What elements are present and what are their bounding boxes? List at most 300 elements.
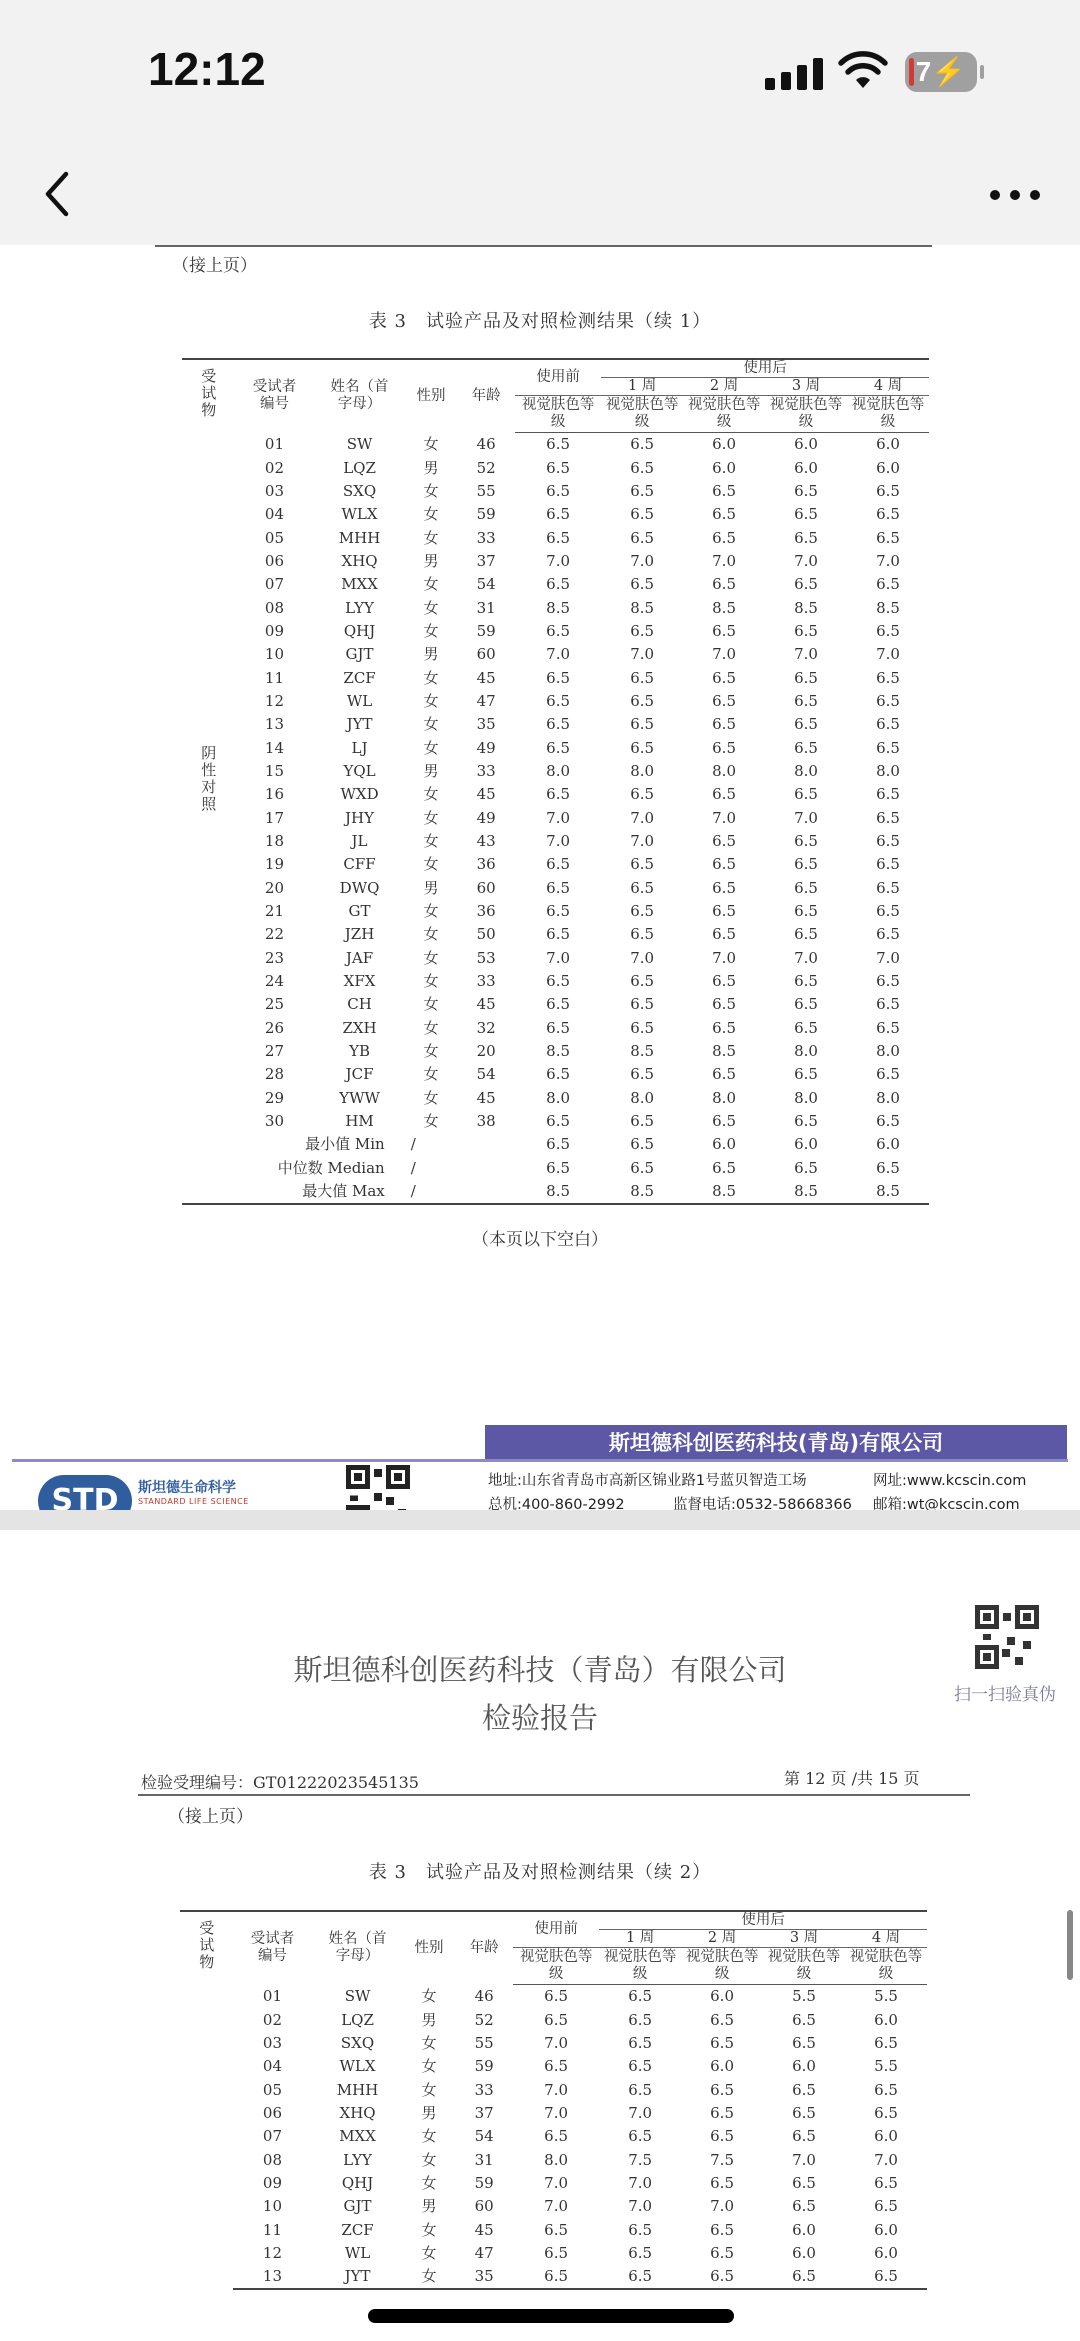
document-page-12 <box>0 1530 1080 2341</box>
footer-complaint-phone: 监督电话:0532-58668366 <box>673 1497 852 1510</box>
header-name: 姓名（首字母） <box>312 1911 402 1985</box>
gender-cell: 女 <box>423 505 439 524</box>
name-initials-cell: YQL <box>343 761 376 780</box>
stat-label-cell: 中位数 Median <box>277 1158 385 1177</box>
week3-grade-cell: 6.5 <box>794 1065 818 1084</box>
week2-grade-cell: 6.5 <box>712 505 736 524</box>
subject-id-cell: 08 <box>264 598 284 617</box>
week4-grade-cell: 6.5 <box>876 505 900 524</box>
subject-id-cell: 16 <box>264 785 284 804</box>
before-grade-cell: 7.0 <box>546 551 571 570</box>
before-grade-cell: 6.5 <box>544 1987 569 2006</box>
gender-cell: 女 <box>423 1065 439 1084</box>
before-grade-cell: 6.5 <box>546 995 571 1014</box>
name-initials-cell: SW <box>344 1986 371 2005</box>
week3-grade-cell: 6.5 <box>794 691 818 710</box>
week2-grade-cell: 6.5 <box>712 668 736 687</box>
header-grade: 视觉肤色等级 <box>765 396 847 433</box>
footer-hotline: 总机:400-860-2992 <box>488 1497 625 1510</box>
week2-grade-cell: 6.5 <box>712 855 736 874</box>
week2-grade-cell: 6.0 <box>710 1987 734 2006</box>
gender-cell: 女 <box>423 575 439 594</box>
table-row <box>180 2172 927 2195</box>
stats-row <box>182 1157 929 1180</box>
week2-grade-cell: 8.0 <box>712 1088 736 1107</box>
table-row <box>180 2078 927 2101</box>
subject-id-cell: 06 <box>262 2103 282 2122</box>
age-cell: 55 <box>474 2033 494 2052</box>
subject-id-cell: 17 <box>264 808 284 827</box>
age-cell: 55 <box>476 481 496 500</box>
week2-grade-cell: 6.5 <box>710 2080 734 2099</box>
week2-grade-cell: 6.0 <box>712 435 736 454</box>
week3-grade-cell: 7.0 <box>794 551 818 570</box>
week4-grade-cell: 6.5 <box>876 691 900 710</box>
subject-id-cell: 08 <box>262 2150 282 2169</box>
gender-cell: 女 <box>423 715 439 734</box>
table-row <box>182 900 929 923</box>
age-cell: 49 <box>476 808 496 827</box>
subject-id-cell: 03 <box>264 481 284 500</box>
week2-grade-cell: 6.5 <box>712 902 736 921</box>
table-row <box>182 690 929 713</box>
page-number: 第 12 页 /共 15 页 <box>784 1769 920 1788</box>
table-row <box>182 550 929 573</box>
age-cell: 49 <box>476 738 496 757</box>
week1-grade-cell: 6.5 <box>630 902 655 921</box>
week3-grade-cell: 6.5 <box>792 2127 816 2146</box>
before-grade-cell: 6.5 <box>546 575 571 594</box>
subject-id-cell: 04 <box>264 505 284 524</box>
subject-id-cell: 07 <box>264 575 284 594</box>
week2-grade-cell: 6.5 <box>712 995 736 1014</box>
age-cell: 59 <box>474 2057 494 2076</box>
gender-cell: 女 <box>423 832 439 851</box>
week1-grade-cell: 6.5 <box>630 738 655 757</box>
week1-grade-cell: 6.5 <box>630 1018 655 1037</box>
before-grade-cell: 6.5 <box>546 925 571 944</box>
group-label-cell <box>180 1985 233 2290</box>
name-initials-cell: CFF <box>343 855 376 874</box>
subject-id-cell: 18 <box>264 832 284 851</box>
week2-grade-cell: 6.5 <box>710 2103 734 2122</box>
week1-grade-cell: 6.5 <box>628 2010 653 2029</box>
name-initials-cell: JYT <box>346 715 373 734</box>
gender-cell: 女 <box>421 2080 437 2099</box>
age-cell: 59 <box>474 2173 494 2192</box>
name-initials-cell: XHQ <box>339 2103 376 2122</box>
gender-cell: 女 <box>423 1042 439 1061</box>
age-cell: 46 <box>476 434 496 453</box>
logo-english: STANDARD LIFE SCIENCE <box>138 1497 249 1506</box>
week2-grade-cell: 6.5 <box>710 2173 734 2192</box>
week2-grade-cell: 7.0 <box>712 948 736 967</box>
footer-website: 网址:www.kcscin.com <box>873 1473 1027 1489</box>
gender-cell: 女 <box>423 738 439 757</box>
continued-label: （接上页） <box>168 1807 253 1827</box>
name-initials-cell: YB <box>349 1042 371 1061</box>
week4-grade-cell: 7.0 <box>876 645 900 664</box>
gender-cell: 女 <box>423 995 439 1014</box>
name-initials-cell: JHY <box>345 808 375 827</box>
subject-id-cell: 20 <box>264 878 284 897</box>
week4-grade-cell: 6.5 <box>874 2033 898 2052</box>
home-indicator[interactable] <box>368 2309 734 2323</box>
before-grade-cell: 6.5 <box>513 2265 599 2289</box>
week2-grade-cell: 6.5 <box>712 481 736 500</box>
week4-grade-cell: 7.0 <box>876 948 900 967</box>
age-cell: 59 <box>476 621 496 640</box>
clock: 12:12 <box>148 43 266 95</box>
table-row <box>182 666 929 689</box>
week1-grade-cell: 7.0 <box>630 808 655 827</box>
week1-grade-cell: 6.5 <box>628 1987 653 2006</box>
name-initials-cell: QHJ <box>341 2173 374 2192</box>
header-week-4: 4 周 <box>847 378 929 396</box>
before-grade-cell: 6.5 <box>544 2127 569 2146</box>
gender-cell: 女 <box>423 528 439 547</box>
week2-grade-cell: 6.5 <box>710 2243 734 2262</box>
week1-grade-cell: 6.5 <box>630 878 655 897</box>
week4-grade-cell: 6.5 <box>874 2080 898 2099</box>
more-options-icon[interactable] <box>985 188 1045 202</box>
stat-value-cell: 8.5 <box>683 1180 765 1204</box>
week4-grade-cell: 7.0 <box>876 551 900 570</box>
std-logo: STD <box>38 1475 132 1510</box>
before-grade-cell: 6.5 <box>546 972 571 991</box>
header-grade: 视觉肤色等级 <box>601 396 683 433</box>
name-initials-cell: JAF <box>345 948 374 967</box>
header-before: 使用前 <box>515 359 601 396</box>
gender-cell: 女 <box>421 2173 437 2192</box>
week4-grade-cell: 6.5 <box>874 2173 898 2192</box>
table-row <box>182 1087 929 1110</box>
age-cell: 36 <box>476 902 496 921</box>
before-grade-cell: 6.5 <box>546 878 571 897</box>
week3-grade-cell: 6.0 <box>792 2057 816 2076</box>
page-footer <box>0 1425 1080 1510</box>
footer-rule <box>12 1459 1068 1462</box>
table-row <box>180 1985 927 2009</box>
results-table <box>180 1910 927 2290</box>
subject-id-cell: 25 <box>264 995 284 1014</box>
before-grade-cell: 6.5 <box>546 738 571 757</box>
name-initials-cell: MHH <box>336 2080 379 2099</box>
week2-grade-cell: 6.0 <box>710 2057 734 2076</box>
week4-grade-cell: 6.0 <box>874 2127 898 2146</box>
subject-id-cell: 23 <box>264 948 284 967</box>
before-grade-cell: 6.5 <box>544 2010 569 2029</box>
name-initials-cell: SXQ <box>342 481 377 500</box>
subject-id-cell: 07 <box>262 2127 282 2146</box>
stat-label-cell: 最大值 Max <box>182 1180 405 1204</box>
table-row <box>182 783 929 806</box>
gender-cell: 女 <box>423 948 439 967</box>
subject-id-cell: 24 <box>264 972 284 991</box>
subject-id-cell: 26 <box>264 1018 284 1037</box>
age-cell: 45 <box>476 668 496 687</box>
week1-grade-cell: 8.5 <box>630 598 655 617</box>
gender-cell: 女 <box>423 481 439 500</box>
week4-grade-cell: 6.5 <box>876 1018 900 1037</box>
subject-id-cell: 15 <box>264 761 284 780</box>
before-grade-cell: 7.0 <box>544 2173 569 2192</box>
name-initials-cell: WXD <box>340 785 379 804</box>
subject-id-cell: 02 <box>264 458 284 477</box>
week1-grade-cell: 8.0 <box>630 1088 655 1107</box>
header-subject: 受试物 <box>182 359 235 433</box>
week1-grade-cell: 7.0 <box>630 551 655 570</box>
header-week-2: 2 周 <box>683 378 765 396</box>
week1-grade-cell: 7.0 <box>628 2197 653 2216</box>
header-grade: 视觉肤色等级 <box>513 1948 599 1985</box>
blank-below-note: （本页以下空白） <box>472 1230 608 1250</box>
week3-grade-cell: 6.0 <box>792 2243 816 2262</box>
gender-cell: 男 <box>423 761 439 780</box>
age-cell: 50 <box>476 925 496 944</box>
header-week-3: 3 周 <box>763 1930 845 1948</box>
week3-grade-cell: 7.0 <box>794 948 818 967</box>
week4-grade-cell: 6.5 <box>876 1112 900 1131</box>
week3-grade-cell: 8.0 <box>794 1042 818 1061</box>
before-grade-cell: 8.5 <box>546 1042 571 1061</box>
gender-cell: 男 <box>421 2103 437 2122</box>
table-row <box>182 923 929 946</box>
header-grade: 视觉肤色等级 <box>515 396 601 433</box>
subject-id-cell: 01 <box>264 434 284 453</box>
header-after: 使用后 <box>599 1911 927 1930</box>
subject-id-cell: 04 <box>262 2057 282 2076</box>
stat-value-cell: 6.5 <box>546 1135 571 1154</box>
subject-id-cell: 19 <box>264 855 284 874</box>
stat-dash-cell: / <box>410 1158 416 1177</box>
subject-id-cell: 27 <box>264 1042 284 1061</box>
name-initials-cell: MXX <box>341 575 378 594</box>
navigation-bar <box>0 140 1080 245</box>
age-cell: 54 <box>476 575 496 594</box>
week1-grade-cell: 6.5 <box>630 972 655 991</box>
wifi-icon <box>838 50 888 90</box>
scan-verify-text: 扫一扫验真伪 <box>954 1685 1056 1705</box>
header-week-1: 1 周 <box>601 378 683 396</box>
age-cell: 53 <box>476 948 496 967</box>
age-cell: 45 <box>476 995 496 1014</box>
week2-grade-cell: 6.5 <box>712 972 736 991</box>
week1-grade-cell: 6.5 <box>630 435 655 454</box>
week4-grade-cell: 6.5 <box>876 995 900 1014</box>
week4-grade-cell: 6.5 <box>876 832 900 851</box>
subject-id-cell: 06 <box>264 551 284 570</box>
week1-grade-cell: 6.5 <box>630 528 655 547</box>
battery-level: 7 <box>915 56 932 87</box>
name-initials-cell: JL <box>351 832 368 851</box>
week3-grade-cell: 6.0 <box>794 435 818 454</box>
age-cell: 32 <box>476 1018 496 1037</box>
group-label: 阴性对照 <box>199 745 218 814</box>
table-row <box>182 1040 929 1063</box>
week3-grade-cell: 6.5 <box>792 2010 816 2029</box>
week2-grade-cell: 6.5 <box>712 738 736 757</box>
week2-grade-cell: 8.0 <box>712 761 736 780</box>
week2-grade-cell: 7.5 <box>710 2150 734 2169</box>
header-age: 年龄 <box>457 359 515 433</box>
table-row <box>182 830 929 853</box>
week1-grade-cell: 6.5 <box>630 1065 655 1084</box>
week1-grade-cell: 6.5 <box>630 691 655 710</box>
week4-grade-cell: 6.0 <box>874 2010 898 2029</box>
week4-grade-cell: 6.5 <box>876 481 900 500</box>
stat-value-cell: 8.5 <box>601 1180 683 1204</box>
week2-grade-cell: 6.5 <box>710 2010 734 2029</box>
week1-grade-cell: 8.5 <box>630 1042 655 1061</box>
gender-cell: 男 <box>423 878 439 897</box>
week3-grade-cell: 6.5 <box>794 668 818 687</box>
header-rule <box>138 1794 970 1796</box>
week1-grade-cell: 7.0 <box>630 832 655 851</box>
subject-id-cell: 22 <box>264 925 284 944</box>
gender-cell: 女 <box>421 2150 437 2169</box>
before-grade-cell: 6.5 <box>546 481 571 500</box>
before-grade-cell: 6.5 <box>546 528 571 547</box>
week3-grade-cell: 7.0 <box>794 645 818 664</box>
week2-grade-cell: 7.0 <box>710 2197 734 2216</box>
week3-grade-cell: 6.5 <box>763 2265 845 2289</box>
header-week-3: 3 周 <box>765 378 847 396</box>
week3-grade-cell: 6.5 <box>794 878 818 897</box>
week1-grade-cell: 7.0 <box>630 948 655 967</box>
week4-grade-cell: 6.5 <box>876 621 900 640</box>
age-cell: 45 <box>476 1088 496 1107</box>
back-chevron-icon[interactable] <box>36 164 80 224</box>
age-cell: 33 <box>476 528 496 547</box>
name-initials-cell: ZXH <box>342 1018 377 1037</box>
footer-company: 斯坦德科创医药科技(青岛)有限公司 <box>485 1425 1067 1461</box>
age-cell: 60 <box>476 645 496 664</box>
table-row <box>182 433 929 457</box>
before-grade-cell: 7.0 <box>546 948 571 967</box>
name-initials-cell: GJT <box>345 645 374 664</box>
week1-grade-cell: 7.0 <box>628 2103 653 2122</box>
stat-value-cell: 6.5 <box>712 1158 736 1177</box>
week1-grade-cell: 6.5 <box>628 2057 653 2076</box>
gender-cell: 女 <box>421 2057 437 2076</box>
age-cell: 46 <box>474 1986 494 2005</box>
header-grade: 视觉肤色等级 <box>845 1948 927 1985</box>
before-grade-cell: 6.5 <box>546 668 571 687</box>
week2-grade-cell: 6.5 <box>712 1112 736 1131</box>
table-row <box>182 807 929 830</box>
age-cell: 36 <box>476 855 496 874</box>
table-title: 表 3 试验产品及对照检测结果（续 1） <box>368 311 712 332</box>
subject-id-cell: 10 <box>264 645 284 664</box>
age-cell: 35 <box>476 715 496 734</box>
name-initials-cell: XFX <box>343 972 376 991</box>
age-cell: 20 <box>476 1042 496 1061</box>
header-gender: 性别 <box>405 359 458 433</box>
week2-grade-cell: 8.5 <box>712 598 736 617</box>
before-grade-cell: 6.5 <box>546 458 571 477</box>
week2-grade-cell: 6.5 <box>712 621 736 640</box>
age-cell: 35 <box>455 2265 513 2289</box>
table-row <box>182 877 929 900</box>
document-page-11 <box>0 245 1080 1510</box>
week4-grade-cell: 6.0 <box>874 2243 898 2262</box>
gender-cell: 男 <box>421 2010 437 2029</box>
week3-grade-cell: 6.0 <box>792 2220 816 2239</box>
table-row <box>182 643 929 666</box>
week4-grade-cell: 6.5 <box>876 855 900 874</box>
week1-grade-cell: 6.5 <box>628 2080 653 2099</box>
week3-grade-cell: 6.5 <box>794 575 818 594</box>
week2-grade-cell: 6.5 <box>712 925 736 944</box>
week3-grade-cell: 6.5 <box>794 925 818 944</box>
gender-cell: 女 <box>423 902 439 921</box>
week4-grade-cell: 6.5 <box>876 668 900 687</box>
week4-grade-cell: 6.5 <box>876 925 900 944</box>
header-gender: 性别 <box>403 1911 456 1985</box>
week3-grade-cell: 7.0 <box>794 808 818 827</box>
subject-id-cell: 30 <box>264 1112 284 1131</box>
name-initials-cell: JZH <box>344 925 375 944</box>
age-cell: 37 <box>476 551 496 570</box>
gender-cell: 男 <box>421 2197 437 2216</box>
gender-cell: 男 <box>423 645 439 664</box>
week4-grade-cell: 6.5 <box>876 902 900 921</box>
name-initials-cell: WLX <box>339 2057 376 2076</box>
subject-id-cell: 14 <box>264 738 284 757</box>
gender-cell: 女 <box>421 2127 437 2146</box>
week3-grade-cell: 6.5 <box>792 2197 816 2216</box>
table-row <box>180 2242 927 2265</box>
before-grade-cell: 6.5 <box>546 505 571 524</box>
week1-grade-cell: 6.5 <box>628 2220 653 2239</box>
age-cell: 43 <box>476 832 496 851</box>
before-grade-cell: 6.5 <box>544 2243 569 2262</box>
header-grade: 视觉肤色等级 <box>599 1948 681 1985</box>
age-cell: 52 <box>474 2010 494 2029</box>
week2-grade-cell: 7.0 <box>712 551 736 570</box>
name-initials-cell: LYY <box>343 2150 372 2169</box>
table-row <box>180 2102 927 2125</box>
week3-grade-cell: 8.0 <box>794 1088 818 1107</box>
week1-grade-cell: 6.5 <box>599 2265 681 2289</box>
scroll-indicator[interactable] <box>1067 1910 1073 1980</box>
table-row <box>180 2032 927 2055</box>
report-title: 检验报告 <box>481 1701 598 1735</box>
header-subject-id: 受试者编号 <box>235 359 315 433</box>
week1-grade-cell: 7.5 <box>628 2150 653 2169</box>
table-row <box>182 760 929 783</box>
group-label-cell <box>182 433 235 1134</box>
name-initials-cell: GT <box>348 902 371 921</box>
week2-grade-cell: 6.5 <box>712 832 736 851</box>
footer-email: 邮箱:wt@kcscin.com <box>873 1497 1020 1510</box>
table-row <box>182 480 929 503</box>
week3-grade-cell: 6.5 <box>794 715 818 734</box>
before-grade-cell: 6.5 <box>546 435 571 454</box>
subject-id-cell: 09 <box>262 2173 282 2192</box>
age-cell: 60 <box>476 878 496 897</box>
gender-cell: 女 <box>421 2243 437 2262</box>
name-initials-cell: JYT <box>312 2265 402 2289</box>
week2-grade-cell: 6.5 <box>712 691 736 710</box>
subject-id-cell: 02 <box>262 2010 282 2029</box>
before-grade-cell: 6.5 <box>544 2220 569 2239</box>
table-row <box>182 993 929 1016</box>
gender-cell: 女 <box>421 2033 437 2052</box>
week4-grade-cell: 6.0 <box>876 435 900 454</box>
week4-grade-cell: 6.5 <box>876 715 900 734</box>
